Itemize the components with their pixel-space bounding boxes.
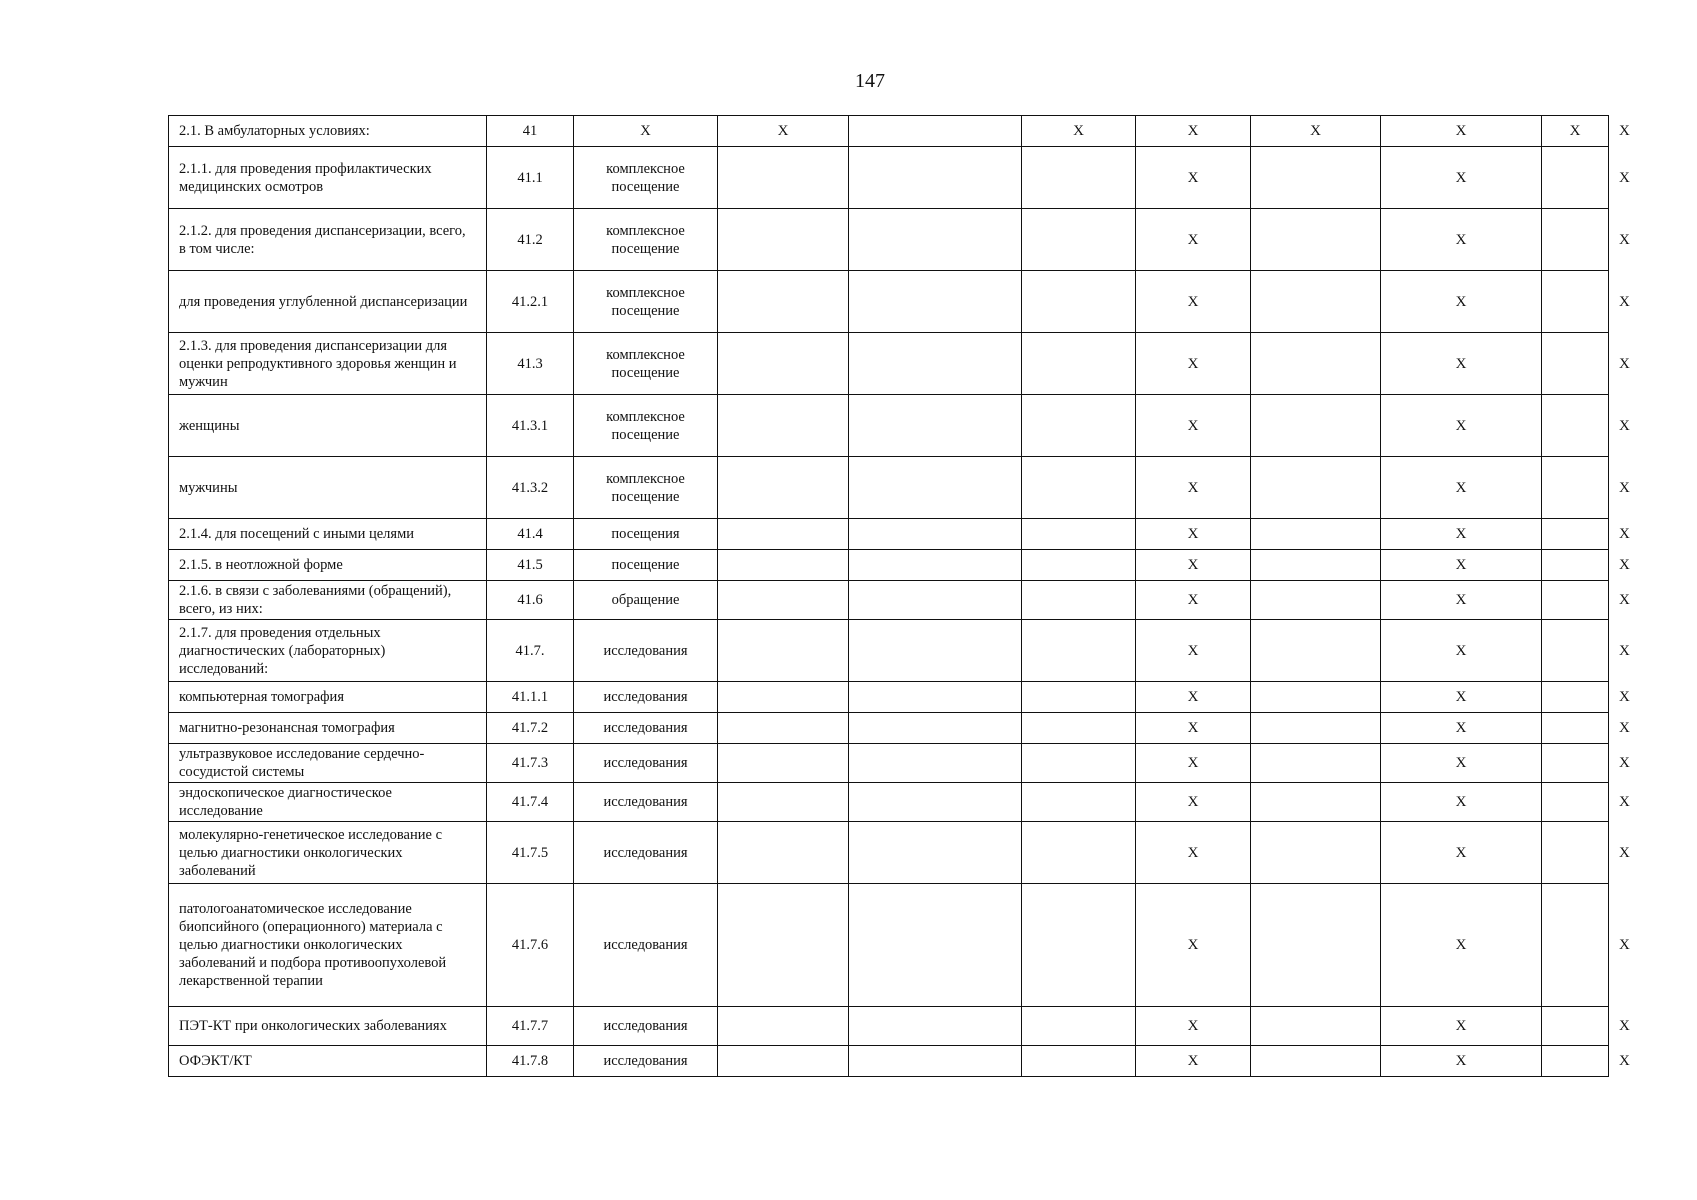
row-value-cell: Х — [718, 116, 849, 147]
row-name-cell: молекулярно-генетическое исследование с целью диагностики онкологических заболеваний — [169, 822, 487, 884]
row-value-cell — [718, 519, 849, 550]
row-value-cell — [718, 457, 849, 519]
row-name-cell: для проведения углубленной диспансеризации — [169, 271, 487, 333]
row-value-cell: Х — [1136, 457, 1251, 519]
row-value-cell: Х — [1022, 116, 1136, 147]
row-value-cell — [1542, 620, 1609, 682]
row-value-cell: Х — [1381, 333, 1542, 395]
row-unit-cell: комплексное посещение — [574, 147, 718, 209]
row-code-cell: 41.3 — [487, 333, 574, 395]
row-name-cell: 2.1.1. для проведения профилактических медицинских осмотров — [169, 147, 487, 209]
row-name-cell: патологоанатомическое исследование биопсийного (операционного) материала с целью диагностики онкологических заболеваний и подбора противоопухолевой лекарственной терапии — [169, 884, 487, 1007]
row-value-cell — [1251, 682, 1381, 713]
row-value-cell: Х — [1136, 682, 1251, 713]
row-value-cell: Х — [1136, 550, 1251, 581]
row-code-cell: 41.7. — [487, 620, 574, 682]
table-row: женщины 41.3.1 комплексное посещение Х Х Х — [169, 395, 1609, 457]
row-code-cell: 41.7.5 — [487, 822, 574, 884]
row-unit-cell: исследования — [574, 822, 718, 884]
row-value-cell — [1251, 333, 1381, 395]
row-value-cell — [1542, 333, 1609, 395]
row-value-cell: Х — [1381, 271, 1542, 333]
row-unit-cell: комплексное посещение — [574, 271, 718, 333]
row-code-cell: 41.7.6 — [487, 884, 574, 1007]
row-unit-cell: исследования — [574, 884, 718, 1007]
row-unit-cell: комплексное посещение — [574, 395, 718, 457]
row-value-cell — [718, 744, 849, 783]
row-value-cell — [1022, 519, 1136, 550]
row-value-cell — [718, 783, 849, 822]
page-number: 147 — [855, 70, 885, 92]
row-unit-cell: исследования — [574, 1046, 718, 1077]
row-value-cell — [849, 116, 1022, 147]
table-row: 2.1.4. для посещений с иными целями 41.4 посещения Х Х Х — [169, 519, 1609, 550]
row-value-cell — [718, 620, 849, 682]
row-value-cell — [1251, 271, 1381, 333]
row-value-cell — [1251, 1046, 1381, 1077]
row-unit-cell: исследования — [574, 1007, 718, 1046]
row-value-cell — [718, 581, 849, 620]
row-value-cell — [1251, 457, 1381, 519]
row-unit-cell: обращение — [574, 581, 718, 620]
row-name-cell: мужчины — [169, 457, 487, 519]
row-value-cell — [718, 333, 849, 395]
row-value-cell — [718, 271, 849, 333]
table-row: 2.1.1. для проведения профилактических медицинских осмотров 41.1 комплексное посещение Х Х Х — [169, 147, 1609, 209]
row-value-cell: Х — [1381, 209, 1542, 271]
row-value-cell — [849, 271, 1022, 333]
row-code-cell: 41.6 — [487, 581, 574, 620]
row-value-cell — [1542, 581, 1609, 620]
row-value-cell: Х — [1136, 783, 1251, 822]
row-value-cell — [718, 713, 849, 744]
row-value-cell — [1022, 744, 1136, 783]
row-value-cell: Х — [1381, 682, 1542, 713]
row-unit-cell: исследования — [574, 620, 718, 682]
row-value-cell: Х — [1542, 116, 1609, 147]
row-value-cell: Х — [1136, 519, 1251, 550]
row-name-cell: ПЭТ-КТ при онкологических заболеваниях — [169, 1007, 487, 1046]
row-value-cell — [849, 1007, 1022, 1046]
table-row: эндоскопическое диагностическое исследование 41.7.4 исследования Х Х Х — [169, 783, 1609, 822]
row-value-cell: Х — [1381, 884, 1542, 1007]
row-unit-cell: комплексное посещение — [574, 457, 718, 519]
table-row: 2.1.3. для проведения диспансеризации для оценки репродуктивного здоровья женщин и мужчин 41.3 комплексное посещение Х Х Х — [169, 333, 1609, 395]
row-name-cell: 2.1.7. для проведения отдельных диагностических (лабораторных) исследований: — [169, 620, 487, 682]
row-value-cell — [849, 209, 1022, 271]
row-value-cell — [1022, 783, 1136, 822]
table-row: магнитно-резонансная томография 41.7.2 исследования Х Х Х — [169, 713, 1609, 744]
row-value-cell: Х — [1381, 395, 1542, 457]
row-value-cell — [1542, 209, 1609, 271]
row-value-cell: Х — [1136, 1046, 1251, 1077]
table-row: 2.1.6. в связи с заболеваниями (обращений), всего, из них: 41.6 обращение Х Х Х — [169, 581, 1609, 620]
row-value-cell — [1022, 209, 1136, 271]
table-row: 2.1.5. в неотложной форме 41.5 посещение Х Х Х — [169, 550, 1609, 581]
row-code-cell: 41.7.2 — [487, 713, 574, 744]
row-value-cell — [1022, 620, 1136, 682]
table-row: мужчины 41.3.2 комплексное посещение Х Х Х — [169, 457, 1609, 519]
row-value-cell: Х — [1381, 783, 1542, 822]
data-table — [168, 115, 1630, 1077]
row-value-cell: Х — [1381, 116, 1542, 147]
table-row: молекулярно-генетическое исследование с целью диагностики онкологических заболеваний 41.7.5 исследования Х Х Х — [169, 822, 1609, 884]
row-value-cell — [1542, 713, 1609, 744]
row-value-cell — [849, 519, 1022, 550]
row-value-cell — [849, 783, 1022, 822]
row-value-cell — [1022, 147, 1136, 209]
row-value-cell — [1251, 550, 1381, 581]
row-value-cell — [1542, 1007, 1609, 1046]
row-value-cell — [1251, 209, 1381, 271]
row-value-cell: Х — [1136, 395, 1251, 457]
table-row: 2.1.2. для проведения диспансеризации, всего, в том числе: 41.2 комплексное посещение Х Х Х — [169, 209, 1609, 271]
table-row: компьютерная томография 41.1.1 исследования Х Х Х — [169, 682, 1609, 713]
row-value-cell: Х — [1381, 147, 1542, 209]
row-value-cell — [718, 209, 849, 271]
row-value-cell — [718, 147, 849, 209]
row-value-cell: Х — [1381, 550, 1542, 581]
row-value-cell: Х — [1381, 457, 1542, 519]
row-value-cell — [1542, 682, 1609, 713]
row-value-cell — [718, 682, 849, 713]
row-unit-cell: посещения — [574, 519, 718, 550]
row-value-cell: Х — [1136, 713, 1251, 744]
row-value-cell: Х — [1136, 581, 1251, 620]
row-value-cell — [718, 1046, 849, 1077]
row-value-cell — [1542, 395, 1609, 457]
row-value-cell: Х — [1381, 744, 1542, 783]
row-code-cell: 41 — [487, 116, 574, 147]
row-code-cell: 41.4 — [487, 519, 574, 550]
row-value-cell — [1251, 884, 1381, 1007]
row-value-cell — [718, 550, 849, 581]
row-code-cell: 41.7.8 — [487, 1046, 574, 1077]
row-value-cell — [1251, 744, 1381, 783]
row-value-cell — [1022, 581, 1136, 620]
row-value-cell — [849, 713, 1022, 744]
row-unit-cell: исследования — [574, 682, 718, 713]
row-value-cell — [1251, 395, 1381, 457]
row-code-cell: 41.1 — [487, 147, 574, 209]
row-value-cell — [1022, 457, 1136, 519]
row-code-cell: 41.7.3 — [487, 744, 574, 783]
row-value-cell: Х — [1136, 620, 1251, 682]
row-name-cell: женщины — [169, 395, 487, 457]
row-value-cell — [1542, 744, 1609, 783]
row-name-cell: 2.1.3. для проведения диспансеризации для оценки репродуктивного здоровья женщин и мужчин — [169, 333, 487, 395]
row-value-cell — [1251, 581, 1381, 620]
row-value-cell: Х — [1136, 333, 1251, 395]
row-unit-cell: исследования — [574, 744, 718, 783]
row-value-cell: Х — [1381, 822, 1542, 884]
row-value-cell — [1251, 822, 1381, 884]
row-value-cell — [849, 620, 1022, 682]
row-value-cell — [1022, 1007, 1136, 1046]
row-name-cell: ультразвуковое исследование сердечно-сосудистой системы — [169, 744, 487, 783]
row-value-cell: Х — [1381, 713, 1542, 744]
row-value-cell: Х — [1381, 581, 1542, 620]
row-value-cell — [1251, 620, 1381, 682]
row-value-cell — [1542, 271, 1609, 333]
row-value-cell: Х — [1251, 116, 1381, 147]
row-value-cell — [849, 581, 1022, 620]
row-value-cell — [1542, 884, 1609, 1007]
table-row: ПЭТ-КТ при онкологических заболеваниях 41.7.7 исследования Х Х Х — [169, 1007, 1609, 1046]
row-unit-cell: исследования — [574, 713, 718, 744]
row-name-cell: компьютерная томография — [169, 682, 487, 713]
row-value-cell: Х — [1381, 519, 1542, 550]
row-code-cell: 41.3.1 — [487, 395, 574, 457]
row-value-cell — [849, 822, 1022, 884]
table-row: 2.1. В амбулаторных условиях: 41 Х Х Х Х Х Х Х Х — [169, 116, 1609, 147]
row-value-cell — [718, 1007, 849, 1046]
row-value-cell — [1542, 147, 1609, 209]
row-value-cell — [718, 395, 849, 457]
row-value-cell: Х — [1381, 1046, 1542, 1077]
row-unit-cell: Х — [574, 116, 718, 147]
row-value-cell — [718, 822, 849, 884]
row-value-cell: Х — [1136, 271, 1251, 333]
row-name-cell: 2.1.6. в связи с заболеваниями (обращений), всего, из них: — [169, 581, 487, 620]
row-value-cell — [1022, 271, 1136, 333]
table-row: для проведения углубленной диспансеризации 41.2.1 комплексное посещение Х Х Х — [169, 271, 1609, 333]
row-code-cell: 41.5 — [487, 550, 574, 581]
row-value-cell: Х — [1136, 822, 1251, 884]
row-name-cell: эндоскопическое диагностическое исследование — [169, 783, 487, 822]
row-name-cell: 2.1.4. для посещений с иными целями — [169, 519, 487, 550]
table-row: ОФЭКТ/КТ 41.7.8 исследования Х Х Х — [169, 1046, 1609, 1077]
row-value-cell — [1251, 147, 1381, 209]
table-body — [169, 116, 1630, 1077]
row-value-cell — [849, 395, 1022, 457]
row-value-cell — [718, 884, 849, 1007]
row-value-cell — [1251, 1007, 1381, 1046]
row-code-cell: 41.7.4 — [487, 783, 574, 822]
row-name-cell: 2.1.2. для проведения диспансеризации, всего, в том числе: — [169, 209, 487, 271]
row-code-cell: 41.1.1 — [487, 682, 574, 713]
row-value-cell — [1542, 1046, 1609, 1077]
row-code-cell: 41.2.1 — [487, 271, 574, 333]
row-value-cell: Х — [1136, 744, 1251, 783]
row-value-cell — [1022, 713, 1136, 744]
row-value-cell — [849, 333, 1022, 395]
row-value-cell — [1022, 682, 1136, 713]
row-value-cell — [849, 744, 1022, 783]
row-value-cell — [849, 884, 1022, 1007]
row-value-cell — [1022, 884, 1136, 1007]
row-value-cell — [849, 550, 1022, 581]
row-value-cell — [1542, 519, 1609, 550]
row-name-cell: магнитно-резонансная томография — [169, 713, 487, 744]
row-unit-cell: комплексное посещение — [574, 333, 718, 395]
row-unit-cell: исследования — [574, 783, 718, 822]
row-value-cell — [1542, 457, 1609, 519]
row-unit-cell: комплексное посещение — [574, 209, 718, 271]
row-value-cell — [1022, 395, 1136, 457]
row-value-cell — [1022, 550, 1136, 581]
row-value-cell — [849, 457, 1022, 519]
row-value-cell: Х — [1136, 147, 1251, 209]
row-value-cell: Х — [1136, 1007, 1251, 1046]
row-value-cell: Х — [1136, 209, 1251, 271]
row-code-cell: 41.2 — [487, 209, 574, 271]
row-value-cell — [849, 682, 1022, 713]
row-code-cell: 41.3.2 — [487, 457, 574, 519]
row-value-cell — [1542, 550, 1609, 581]
row-value-cell: Х — [1381, 1007, 1542, 1046]
row-value-cell — [849, 147, 1022, 209]
row-unit-cell: посещение — [574, 550, 718, 581]
row-name-cell: 2.1. В амбулаторных условиях: — [169, 116, 487, 147]
row-value-cell — [1542, 783, 1609, 822]
row-value-cell — [1022, 333, 1136, 395]
table-row: патологоанатомическое исследование биопсийного (операционного) материала с целью диагностики онкологических заболеваний и подбора противоопухолевой лекарственной терапии 41.7.6 исследования Х Х Х — [169, 884, 1609, 1007]
row-value-cell — [849, 1046, 1022, 1077]
row-value-cell — [1251, 713, 1381, 744]
row-name-cell: 2.1.5. в неотложной форме — [169, 550, 487, 581]
row-value-cell: Х — [1136, 884, 1251, 1007]
row-value-cell — [1542, 822, 1609, 884]
row-value-cell — [1022, 1046, 1136, 1077]
row-name-cell: ОФЭКТ/КТ — [169, 1046, 487, 1077]
row-code-cell: 41.7.7 — [487, 1007, 574, 1046]
row-value-cell — [1022, 822, 1136, 884]
table-row: ультразвуковое исследование сердечно-сосудистой системы 41.7.3 исследования Х Х Х — [169, 744, 1609, 783]
row-value-cell — [1251, 519, 1381, 550]
row-value-cell: Х — [1381, 620, 1542, 682]
row-value-cell: Х — [1136, 116, 1251, 147]
row-value-cell — [1251, 783, 1381, 822]
table-row: 2.1.7. для проведения отдельных диагностических (лабораторных) исследований: 41.7. исследования Х Х Х — [169, 620, 1609, 682]
